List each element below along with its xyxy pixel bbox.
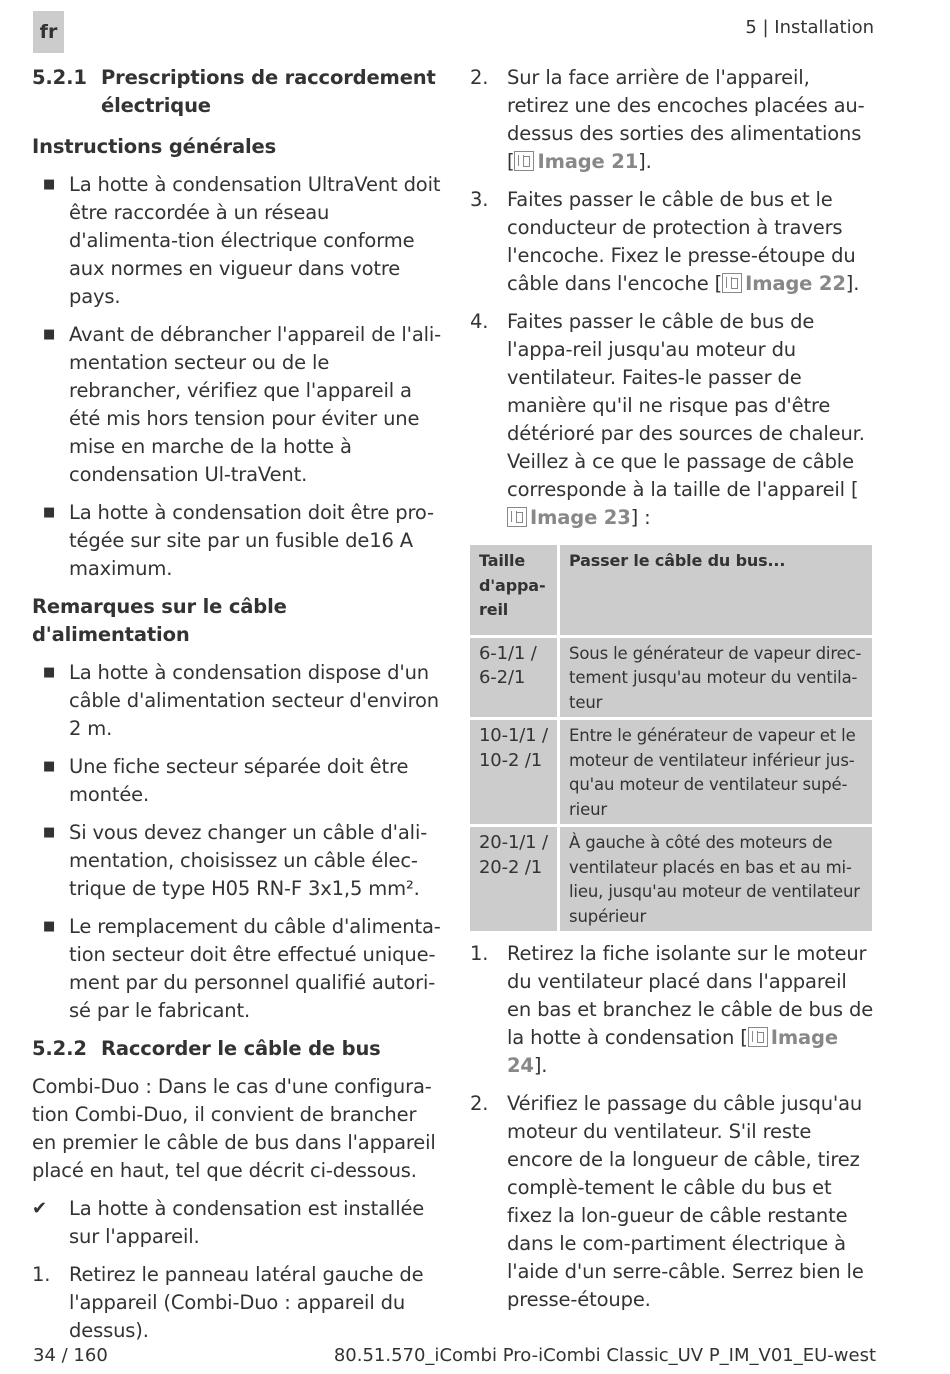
language-label: fr [39,21,58,43]
heading-title: Prescriptions de raccordement électrique [101,66,436,117]
image-ref-icon [722,273,742,293]
table-cell: Entre le générateur de vapeur et le moteur de ventilateur inférieur jus-qu'au moteur de ventilateur supé-rieur [560,720,872,824]
column-header: Passer le câble du bus... [560,545,872,635]
image-reference-link[interactable] [722,272,846,295]
step-number: 2. [470,66,489,89]
image-ref-label: Image 24 [507,1026,838,1077]
list-item [32,659,442,743]
list-item [32,321,442,489]
left-column [32,64,442,1355]
table-cell: 20-1/1 / 20-2 /1 [470,827,557,931]
step-text-body: Faites passer le câble de bus de l'appa-reil jusqu'au moteur du ventilateur. Faites-le passer de manière qu'il ne risque pas d'être détérioré par des sources de chaleur. Veillez à ce que le passage de câble corresponde à la taille de l'appareil [507,310,865,501]
checkmark-icon: ✔ [32,1198,47,1219]
step-2 [470,64,875,176]
step-text-tail: : [638,506,651,529]
bullet-icon: ■ [43,665,56,680]
substep-2 [470,1090,875,1314]
list-item [32,913,442,1025]
list-item [32,499,442,583]
table-row [470,638,872,718]
list-item [32,819,442,903]
bullet-icon: ■ [43,505,56,520]
power-cable-list [32,659,442,1025]
right-column [470,64,875,1324]
intro-paragraph: Combi-Duo : Dans le cas d'une configura-tion Combi-Duo, il convient de brancher en premier le câble de bus dans l'appareil placé en haut, tel que décrit ci-dessous. [32,1075,436,1182]
list-item-text: Une fiche secteur séparée doit être montée. [69,755,409,806]
image-ref-label: Image 21 [537,150,639,173]
heading-number: 5.2.1 [32,66,87,89]
heading-title: Raccorder le câble de bus [101,1037,381,1060]
substep-1 [470,940,875,1080]
heading-5-2-2 [32,1035,442,1063]
page-number: 34 / 160 [33,1345,108,1366]
image-ref-icon [514,151,534,171]
column-header: Taille d'appa-reil [470,545,557,635]
step-text: Vérifiez le passage du câble jusqu'au moteur du ventilateur. S'il reste encore de la longueur de câble, tirez complè-tement le câble du bus et fixez la lon-gueur de câble restante dans le com-partiment électrique à l'aide d'un serre-câble. Serrez bien le presse-étoupe. [507,1092,864,1311]
bullet-icon: ■ [43,919,56,934]
image-ref-icon [748,1027,768,1047]
step-text: Retirez la fiche isolante sur le moteur du ventilateur placé dans l'appareil en bas et branchez le câble de bus de la hotte à condensation [ Image 24]. [507,942,874,1077]
list-item [32,753,442,809]
step-text: Faites passer le câble de bus et le conducteur de protection à travers l'encoche. Fixez le presse-étoupe du câble dans l'encoche [ Image 22]. [507,188,860,295]
step-4 [470,308,875,532]
list-item-text: Le remplacement du câble d'alimenta-tion secteur doit être effectué unique-ment par du personnel qualifié autori-sé par le fabricant. [69,915,441,1022]
heading-5-2-1 [32,64,442,120]
step-text: Retirez le panneau latéral gauche de l'appareil (Combi-Duo : appareil du dessus). [69,1263,424,1342]
step-number: 2. [470,1092,489,1115]
table-cell: 10-1/1 / 10-2 /1 [470,720,557,824]
list-item-text: La hotte à condensation doit être pro-tégée sur site par un fusible de16 A maximum. [69,501,434,580]
language-tab [33,11,64,53]
step-text-body: Sur la face arrière de l'appareil, retirez une des encoches placées au-dessus des sorties des alimentations [507,66,865,145]
table-cell: Sous le générateur de vapeur direc-tement jusqu'au moteur du ventila-teur [560,638,872,718]
step-number: 3. [470,188,489,211]
general-instructions-heading: Instructions générales [32,135,277,158]
general-instructions-list [32,171,442,583]
cable-routing-table [467,542,875,934]
table-cell: À gauche à côté des moteurs de ventilateur placés en bas et au mi-lieu, jusqu'au moteur de ventilateur supérieur [560,827,872,931]
image-reference-link[interactable] [507,506,631,529]
prerequisite-item [32,1195,442,1251]
step-3 [470,186,875,298]
step-text-body: Retirez la fiche isolante sur le moteur du ventilateur placé dans l'appareil en bas et branchez le câble de bus de la hotte à condensation [507,942,874,1049]
table-cell: 6-1/1 / 6-2/1 [470,638,557,718]
power-cable-heading: Remarques sur le câble d'alimentation [32,595,287,646]
step-number: 1. [470,942,489,965]
bullet-icon: ■ [43,825,56,840]
list-item-text: La hotte à condensation dispose d'un câble d'alimentation secteur d'environ 2 m. [69,661,440,740]
list-item-text: Si vous devez changer un câble d'ali-mentation, choisissez un câble élec-trique de type H05 RN-F 3x1,5 mm². [69,821,428,900]
image-reference-link[interactable] [514,150,638,173]
table-row [470,827,872,931]
bullet-icon: ■ [43,327,56,342]
step-text: Sur la face arrière de l'appareil, retirez une des encoches placées au-dessus des sorties des alimentations [ Image 21]. [507,66,865,173]
document-id: 80.51.570_iCombi Pro-iCombi Classic_UV P_IM_V01_EU-west [333,1345,876,1366]
list-item [32,171,442,311]
list-item-text: La hotte à condensation UltraVent doit être raccordée à un réseau d'alimenta-tion électrique conforme aux normes en vigueur dans votre pays. [69,173,441,308]
list-item-text: Avant de débrancher l'appareil de l'ali-mentation secteur ou de le rebrancher, vérifiez que l'appareil a été mis hors tension pour éviter une mise en marche de la hotte à condensation Ul-traVent. [69,323,442,486]
section-header: 5 | Installation [745,17,874,38]
heading-number: 5.2.2 [32,1037,87,1060]
image-ref-icon [507,507,527,527]
step-text-body: Faites passer le câble de bus et le conducteur de protection à travers l'encoche. Fixez le presse-étoupe du câble dans l'encoche [507,188,856,295]
bullet-icon: ■ [43,759,56,774]
prerequisite-text: La hotte à condensation est installée sur l'appareil. [69,1197,425,1248]
table-row [470,720,872,824]
step-number: 1. [32,1263,51,1286]
table-header-row [470,545,872,635]
step-number: 4. [470,310,489,333]
bullet-icon: ■ [43,177,56,192]
image-ref-label: Image 23 [530,506,631,529]
step-1 [32,1261,442,1345]
step-text: Faites passer le câble de bus de l'appa-reil jusqu'au moteur du ventilateur. Faites-le passer de manière qu'il ne risque pas d'être détérioré par des sources de chaleur. Veillez à ce que le passage de câble corresponde à la taille de l'appareil [Image 23] : [507,310,865,529]
image-ref-label: Image 22 [745,272,846,295]
